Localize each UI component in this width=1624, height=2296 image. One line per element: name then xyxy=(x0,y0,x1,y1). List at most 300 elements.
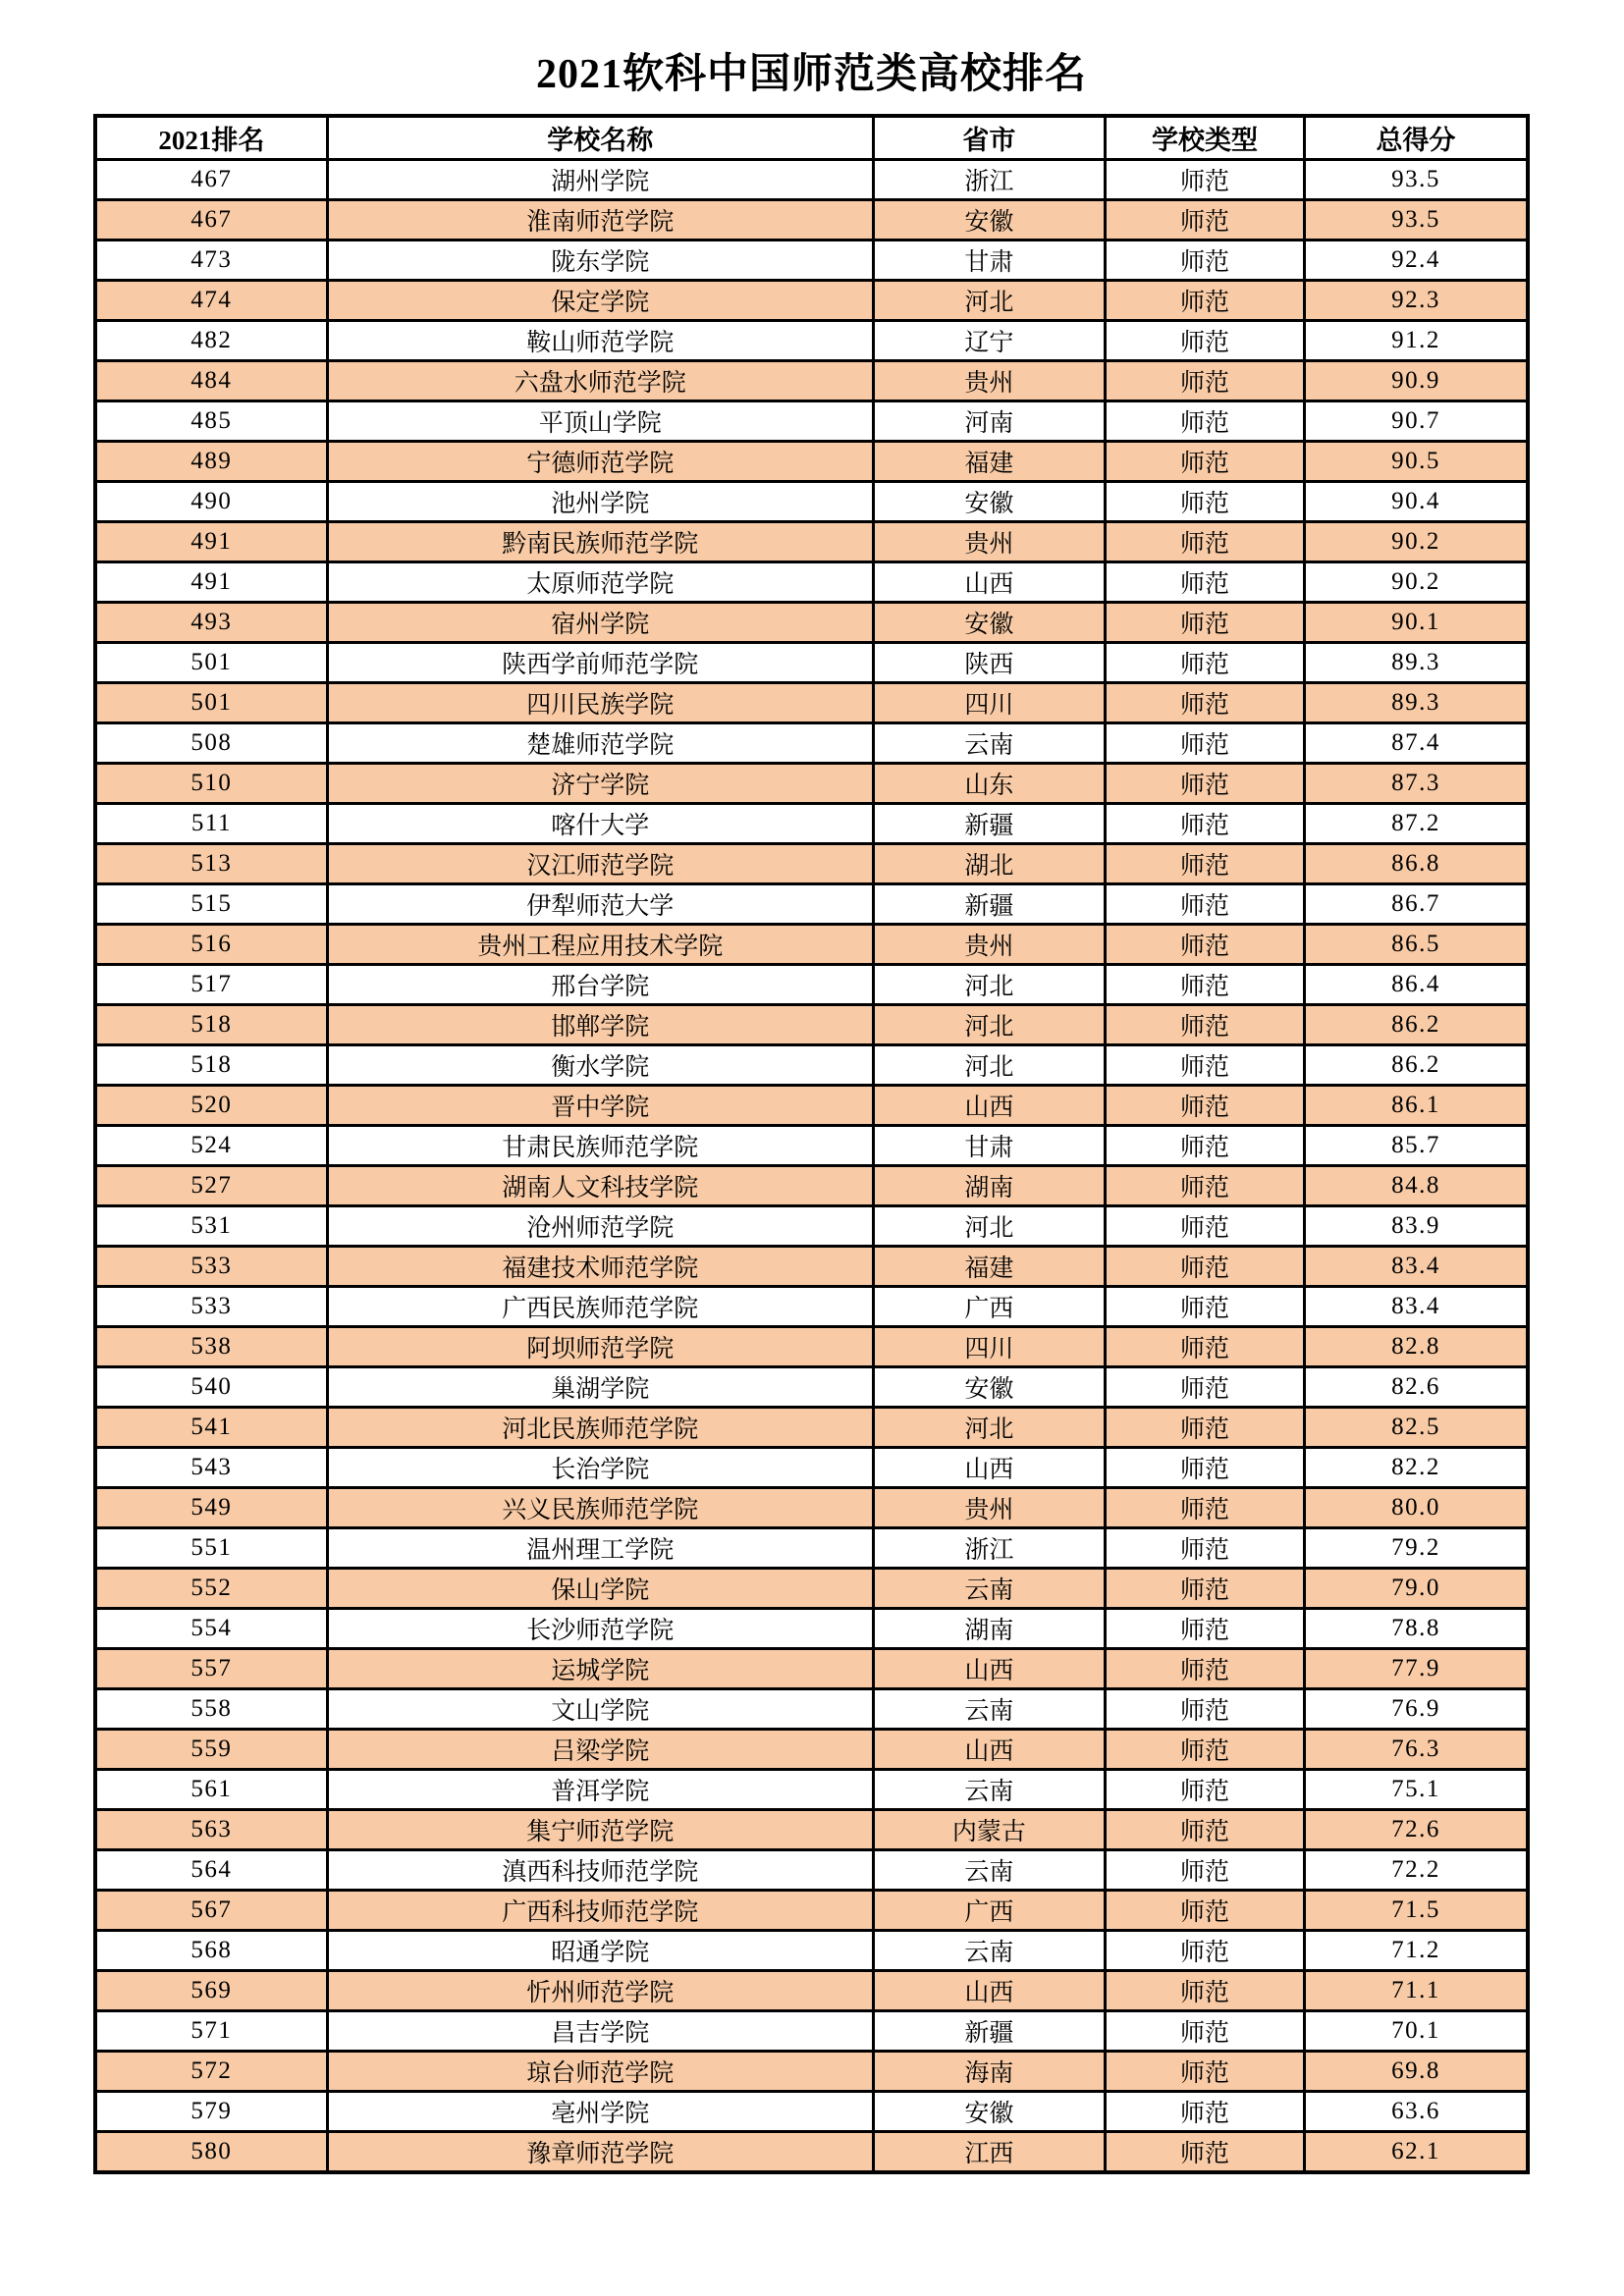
rank-cell: 551 xyxy=(95,1528,327,1569)
total-score-cell: 82.5 xyxy=(1304,1408,1528,1448)
school-type-cell: 师范 xyxy=(1106,1609,1305,1649)
total-score-cell: 89.3 xyxy=(1304,643,1528,683)
total-score-cell: 86.2 xyxy=(1304,1045,1528,1086)
school-type-cell: 师范 xyxy=(1106,482,1305,522)
school-type-cell: 师范 xyxy=(1106,1327,1305,1367)
province-cell: 福建 xyxy=(873,442,1105,482)
total-score-cell: 76.3 xyxy=(1304,1730,1528,1770)
total-score-cell: 87.2 xyxy=(1304,804,1528,844)
school-name-cell: 广西科技师范学院 xyxy=(327,1891,873,1931)
rank-cell: 484 xyxy=(95,361,327,401)
total-score-cell: 92.3 xyxy=(1304,281,1528,321)
rank-cell: 490 xyxy=(95,482,327,522)
school-type-cell: 师范 xyxy=(1106,2132,1305,2173)
school-type-cell: 师范 xyxy=(1106,884,1305,925)
rank-cell: 557 xyxy=(95,1649,327,1689)
rank-cell: 491 xyxy=(95,562,327,603)
province-cell: 江西 xyxy=(873,2132,1105,2173)
total-score-cell: 89.3 xyxy=(1304,683,1528,723)
table-row xyxy=(95,1649,1528,1689)
total-score-cell: 83.4 xyxy=(1304,1287,1528,1327)
rank-cell: 554 xyxy=(95,1609,327,1649)
school-type-cell: 师范 xyxy=(1106,1689,1305,1730)
school-type-cell: 师范 xyxy=(1106,1367,1305,1408)
school-name-cell: 长治学院 xyxy=(327,1448,873,1488)
school-type-cell: 师范 xyxy=(1106,1086,1305,1126)
rank-cell: 510 xyxy=(95,764,327,804)
table-body xyxy=(95,160,1528,2173)
total-score-cell: 93.5 xyxy=(1304,160,1528,200)
table-row xyxy=(95,1367,1528,1408)
rank-cell: 571 xyxy=(95,2011,327,2052)
total-score-cell: 86.7 xyxy=(1304,884,1528,925)
school-name-cell: 保定学院 xyxy=(327,281,873,321)
total-score-cell: 90.4 xyxy=(1304,482,1528,522)
table-row xyxy=(95,200,1528,240)
table-row xyxy=(95,1005,1528,1045)
school-type-cell: 师范 xyxy=(1106,1126,1305,1166)
total-score-cell: 82.6 xyxy=(1304,1367,1528,1408)
province-cell: 山西 xyxy=(873,1971,1105,2011)
rank-cell: 482 xyxy=(95,321,327,361)
school-type-cell: 师范 xyxy=(1106,2011,1305,2052)
table-row xyxy=(95,643,1528,683)
page-title: 2021软科中国师范类高校排名 xyxy=(535,52,1087,97)
province-cell: 贵州 xyxy=(873,925,1105,965)
province-cell: 河北 xyxy=(873,281,1105,321)
total-score-cell: 80.0 xyxy=(1304,1488,1528,1528)
school-name-cell: 亳州学院 xyxy=(327,2092,873,2132)
school-name-cell: 广西民族师范学院 xyxy=(327,1287,873,1327)
school-name-cell: 阿坝师范学院 xyxy=(327,1327,873,1367)
province-cell: 陕西 xyxy=(873,643,1105,683)
table-row xyxy=(95,1045,1528,1086)
total-score-cell: 71.2 xyxy=(1304,1931,1528,1971)
total-score-cell: 79.2 xyxy=(1304,1528,1528,1569)
province-cell: 云南 xyxy=(873,1931,1105,1971)
table-row xyxy=(95,482,1528,522)
total-score-cell: 91.2 xyxy=(1304,321,1528,361)
table-row xyxy=(95,965,1528,1005)
province-cell: 甘肃 xyxy=(873,240,1105,281)
table-row xyxy=(95,804,1528,844)
school-type-cell: 师范 xyxy=(1106,1971,1305,2011)
province-cell: 四川 xyxy=(873,1327,1105,1367)
school-name-cell: 楚雄师范学院 xyxy=(327,723,873,764)
school-name-cell: 邢台学院 xyxy=(327,965,873,1005)
school-type-cell: 师范 xyxy=(1106,240,1305,281)
province-cell: 山西 xyxy=(873,562,1105,603)
table-row xyxy=(95,844,1528,884)
total-score-cell: 86.5 xyxy=(1304,925,1528,965)
school-name-cell: 衡水学院 xyxy=(327,1045,873,1086)
province-cell: 新疆 xyxy=(873,884,1105,925)
total-score-cell: 69.8 xyxy=(1304,2052,1528,2092)
rank-cell: 520 xyxy=(95,1086,327,1126)
rank-cell: 552 xyxy=(95,1569,327,1609)
rank-cell: 485 xyxy=(95,401,327,442)
school-name-cell: 豫章师范学院 xyxy=(327,2132,873,2173)
school-type-cell: 师范 xyxy=(1106,200,1305,240)
school-name-cell: 运城学院 xyxy=(327,1649,873,1689)
rank-cell: 524 xyxy=(95,1126,327,1166)
header-row xyxy=(95,116,1528,160)
table-row xyxy=(95,1850,1528,1891)
school-name-cell: 陇东学院 xyxy=(327,240,873,281)
school-name-cell: 池州学院 xyxy=(327,482,873,522)
rank-cell: 527 xyxy=(95,1166,327,1206)
province-cell: 新疆 xyxy=(873,804,1105,844)
rank-cell: 541 xyxy=(95,1408,327,1448)
rank-cell: 515 xyxy=(95,884,327,925)
rank-cell: 561 xyxy=(95,1770,327,1810)
table-row xyxy=(95,1247,1528,1287)
school-type-cell: 师范 xyxy=(1106,1448,1305,1488)
province-cell: 四川 xyxy=(873,683,1105,723)
school-name-cell: 文山学院 xyxy=(327,1689,873,1730)
total-score-cell: 62.1 xyxy=(1304,2132,1528,2173)
total-score-cell: 63.6 xyxy=(1304,2092,1528,2132)
total-score-cell: 75.1 xyxy=(1304,1770,1528,1810)
column-header-school-name: 学校名称 xyxy=(327,116,873,160)
school-type-cell: 师范 xyxy=(1106,1569,1305,1609)
table-row xyxy=(95,281,1528,321)
school-name-cell: 济宁学院 xyxy=(327,764,873,804)
total-score-cell: 86.4 xyxy=(1304,965,1528,1005)
total-score-cell: 83.9 xyxy=(1304,1206,1528,1247)
total-score-cell: 82.8 xyxy=(1304,1327,1528,1367)
province-cell: 湖南 xyxy=(873,1609,1105,1649)
school-type-cell: 师范 xyxy=(1106,1730,1305,1770)
rank-cell: 559 xyxy=(95,1730,327,1770)
total-score-cell: 71.1 xyxy=(1304,1971,1528,2011)
total-score-cell: 90.2 xyxy=(1304,522,1528,562)
school-name-cell: 湖州学院 xyxy=(327,160,873,200)
total-score-cell: 90.5 xyxy=(1304,442,1528,482)
school-type-cell: 师范 xyxy=(1106,160,1305,200)
total-score-cell: 93.5 xyxy=(1304,200,1528,240)
school-name-cell: 滇西科技师范学院 xyxy=(327,1850,873,1891)
province-cell: 海南 xyxy=(873,2052,1105,2092)
rank-cell: 501 xyxy=(95,643,327,683)
school-type-cell: 师范 xyxy=(1106,281,1305,321)
school-name-cell: 平顶山学院 xyxy=(327,401,873,442)
rank-cell: 567 xyxy=(95,1891,327,1931)
total-score-cell: 86.2 xyxy=(1304,1005,1528,1045)
school-type-cell: 师范 xyxy=(1106,643,1305,683)
table-row xyxy=(95,1448,1528,1488)
table-row xyxy=(95,1166,1528,1206)
rank-cell: 568 xyxy=(95,1931,327,1971)
school-type-cell: 师范 xyxy=(1106,2052,1305,2092)
school-name-cell: 伊犁师范大学 xyxy=(327,884,873,925)
province-cell: 河北 xyxy=(873,965,1105,1005)
school-type-cell: 师范 xyxy=(1106,1770,1305,1810)
school-name-cell: 吕梁学院 xyxy=(327,1730,873,1770)
school-type-cell: 师范 xyxy=(1106,1206,1305,1247)
rank-cell: 569 xyxy=(95,1971,327,2011)
province-cell: 内蒙古 xyxy=(873,1810,1105,1850)
column-header-province: 省市 xyxy=(873,116,1105,160)
school-type-cell: 师范 xyxy=(1106,844,1305,884)
school-name-cell: 琼台师范学院 xyxy=(327,2052,873,2092)
school-type-cell: 师范 xyxy=(1106,522,1305,562)
province-cell: 安徽 xyxy=(873,200,1105,240)
table-row xyxy=(95,764,1528,804)
table-row xyxy=(95,925,1528,965)
school-type-cell: 师范 xyxy=(1106,2092,1305,2132)
province-cell: 广西 xyxy=(873,1891,1105,1931)
total-score-cell: 83.4 xyxy=(1304,1247,1528,1287)
province-cell: 云南 xyxy=(873,1850,1105,1891)
total-score-cell: 86.1 xyxy=(1304,1086,1528,1126)
rank-cell: 531 xyxy=(95,1206,327,1247)
total-score-cell: 85.7 xyxy=(1304,1126,1528,1166)
school-type-cell: 师范 xyxy=(1106,965,1305,1005)
school-name-cell: 汉江师范学院 xyxy=(327,844,873,884)
school-name-cell: 保山学院 xyxy=(327,1569,873,1609)
province-cell: 湖南 xyxy=(873,1166,1105,1206)
rank-cell: 467 xyxy=(95,160,327,200)
table-row xyxy=(95,1891,1528,1931)
province-cell: 安徽 xyxy=(873,2092,1105,2132)
school-type-cell: 师范 xyxy=(1106,1850,1305,1891)
table-row xyxy=(95,723,1528,764)
total-score-cell: 92.4 xyxy=(1304,240,1528,281)
rank-cell: 511 xyxy=(95,804,327,844)
total-score-cell: 70.1 xyxy=(1304,2011,1528,2052)
school-name-cell: 邯郸学院 xyxy=(327,1005,873,1045)
school-type-cell: 师范 xyxy=(1106,925,1305,965)
province-cell: 辽宁 xyxy=(873,321,1105,361)
school-name-cell: 昭通学院 xyxy=(327,1931,873,1971)
school-name-cell: 贵州工程应用技术学院 xyxy=(327,925,873,965)
rank-cell: 489 xyxy=(95,442,327,482)
table-row xyxy=(95,683,1528,723)
school-type-cell: 师范 xyxy=(1106,1810,1305,1850)
school-name-cell: 集宁师范学院 xyxy=(327,1810,873,1850)
school-name-cell: 巢湖学院 xyxy=(327,1367,873,1408)
school-type-cell: 师范 xyxy=(1106,1166,1305,1206)
province-cell: 甘肃 xyxy=(873,1126,1105,1166)
province-cell: 河北 xyxy=(873,1045,1105,1086)
table-row xyxy=(95,361,1528,401)
table-row xyxy=(95,442,1528,482)
total-score-cell: 87.4 xyxy=(1304,723,1528,764)
column-header-rank: 2021排名 xyxy=(95,116,327,160)
rank-cell: 474 xyxy=(95,281,327,321)
province-cell: 河南 xyxy=(873,401,1105,442)
total-score-cell: 79.0 xyxy=(1304,1569,1528,1609)
school-type-cell: 师范 xyxy=(1106,603,1305,643)
total-score-cell: 87.3 xyxy=(1304,764,1528,804)
rank-cell: 533 xyxy=(95,1247,327,1287)
column-header-school-type: 学校类型 xyxy=(1106,116,1305,160)
province-cell: 贵州 xyxy=(873,361,1105,401)
school-type-cell: 师范 xyxy=(1106,1649,1305,1689)
table-row xyxy=(95,1488,1528,1528)
table-row xyxy=(95,240,1528,281)
table-row xyxy=(95,2052,1528,2092)
school-type-cell: 师范 xyxy=(1106,1408,1305,1448)
province-cell: 山西 xyxy=(873,1730,1105,1770)
province-cell: 云南 xyxy=(873,1569,1105,1609)
province-cell: 贵州 xyxy=(873,1488,1105,1528)
province-cell: 湖北 xyxy=(873,844,1105,884)
province-cell: 安徽 xyxy=(873,603,1105,643)
school-type-cell: 师范 xyxy=(1106,361,1305,401)
province-cell: 浙江 xyxy=(873,1528,1105,1569)
school-name-cell: 鞍山师范学院 xyxy=(327,321,873,361)
table-row xyxy=(95,1408,1528,1448)
school-name-cell: 四川民族学院 xyxy=(327,683,873,723)
school-type-cell: 师范 xyxy=(1106,1247,1305,1287)
province-cell: 河北 xyxy=(873,1408,1105,1448)
school-type-cell: 师范 xyxy=(1106,401,1305,442)
total-score-cell: 84.8 xyxy=(1304,1166,1528,1206)
province-cell: 贵州 xyxy=(873,522,1105,562)
rank-cell: 580 xyxy=(95,2132,327,2173)
rank-cell: 516 xyxy=(95,925,327,965)
school-name-cell: 黔南民族师范学院 xyxy=(327,522,873,562)
rank-cell: 473 xyxy=(95,240,327,281)
school-name-cell: 晋中学院 xyxy=(327,1086,873,1126)
school-type-cell: 师范 xyxy=(1106,1005,1305,1045)
total-score-cell: 76.9 xyxy=(1304,1689,1528,1730)
table-row xyxy=(95,1730,1528,1770)
rank-cell: 518 xyxy=(95,1005,327,1045)
table-row xyxy=(95,1327,1528,1367)
rank-cell: 493 xyxy=(95,603,327,643)
rank-cell: 508 xyxy=(95,723,327,764)
school-type-cell: 师范 xyxy=(1106,442,1305,482)
rank-cell: 517 xyxy=(95,965,327,1005)
rank-cell: 518 xyxy=(95,1045,327,1086)
province-cell: 安徽 xyxy=(873,1367,1105,1408)
table-row xyxy=(95,2132,1528,2173)
rank-cell: 558 xyxy=(95,1689,327,1730)
school-type-cell: 师范 xyxy=(1106,321,1305,361)
table-row xyxy=(95,1609,1528,1649)
table-row xyxy=(95,1287,1528,1327)
school-name-cell: 甘肃民族师范学院 xyxy=(327,1126,873,1166)
school-type-cell: 师范 xyxy=(1106,723,1305,764)
school-name-cell: 温州理工学院 xyxy=(327,1528,873,1569)
table-row xyxy=(95,1569,1528,1609)
rank-cell: 564 xyxy=(95,1850,327,1891)
school-type-cell: 师范 xyxy=(1106,1287,1305,1327)
table-row xyxy=(95,522,1528,562)
province-cell: 福建 xyxy=(873,1247,1105,1287)
school-name-cell: 忻州师范学院 xyxy=(327,1971,873,2011)
rank-cell: 491 xyxy=(95,522,327,562)
rank-cell: 549 xyxy=(95,1488,327,1528)
school-name-cell: 福建技术师范学院 xyxy=(327,1247,873,1287)
province-cell: 云南 xyxy=(873,723,1105,764)
total-score-cell: 90.7 xyxy=(1304,401,1528,442)
province-cell: 云南 xyxy=(873,1770,1105,1810)
table-row xyxy=(95,1689,1528,1730)
school-type-cell: 师范 xyxy=(1106,1931,1305,1971)
rank-cell: 563 xyxy=(95,1810,327,1850)
table-row xyxy=(95,160,1528,200)
school-name-cell: 太原师范学院 xyxy=(327,562,873,603)
school-type-cell: 师范 xyxy=(1106,562,1305,603)
table-row xyxy=(95,1086,1528,1126)
school-name-cell: 宿州学院 xyxy=(327,603,873,643)
table-row xyxy=(95,2011,1528,2052)
rank-cell: 538 xyxy=(95,1327,327,1367)
table-row xyxy=(95,401,1528,442)
province-cell: 山西 xyxy=(873,1448,1105,1488)
total-score-cell: 86.8 xyxy=(1304,844,1528,884)
school-name-cell: 陕西学前师范学院 xyxy=(327,643,873,683)
total-score-cell: 90.1 xyxy=(1304,603,1528,643)
table-row xyxy=(95,1770,1528,1810)
total-score-cell: 72.2 xyxy=(1304,1850,1528,1891)
school-type-cell: 师范 xyxy=(1106,1488,1305,1528)
rank-cell: 533 xyxy=(95,1287,327,1327)
province-cell: 云南 xyxy=(873,1689,1105,1730)
rank-cell: 579 xyxy=(95,2092,327,2132)
rank-cell: 467 xyxy=(95,200,327,240)
school-name-cell: 六盘水师范学院 xyxy=(327,361,873,401)
province-cell: 广西 xyxy=(873,1287,1105,1327)
province-cell: 山东 xyxy=(873,764,1105,804)
table-row xyxy=(95,1931,1528,1971)
school-name-cell: 喀什大学 xyxy=(327,804,873,844)
total-score-cell: 90.2 xyxy=(1304,562,1528,603)
total-score-cell: 78.8 xyxy=(1304,1609,1528,1649)
school-name-cell: 昌吉学院 xyxy=(327,2011,873,2052)
rank-cell: 540 xyxy=(95,1367,327,1408)
rank-cell: 501 xyxy=(95,683,327,723)
school-type-cell: 师范 xyxy=(1106,1528,1305,1569)
province-cell: 山西 xyxy=(873,1649,1105,1689)
total-score-cell: 82.2 xyxy=(1304,1448,1528,1488)
school-type-cell: 师范 xyxy=(1106,804,1305,844)
total-score-cell: 77.9 xyxy=(1304,1649,1528,1689)
total-score-cell: 71.5 xyxy=(1304,1891,1528,1931)
rank-cell: 572 xyxy=(95,2052,327,2092)
school-name-cell: 河北民族师范学院 xyxy=(327,1408,873,1448)
province-cell: 浙江 xyxy=(873,160,1105,200)
table-row xyxy=(95,1206,1528,1247)
school-name-cell: 沧州师范学院 xyxy=(327,1206,873,1247)
table-row xyxy=(95,884,1528,925)
school-name-cell: 宁德师范学院 xyxy=(327,442,873,482)
province-cell: 河北 xyxy=(873,1005,1105,1045)
province-cell: 山西 xyxy=(873,1086,1105,1126)
school-type-cell: 师范 xyxy=(1106,1891,1305,1931)
total-score-cell: 90.9 xyxy=(1304,361,1528,401)
table-row xyxy=(95,321,1528,361)
school-type-cell: 师范 xyxy=(1106,1045,1305,1086)
table-row xyxy=(95,1810,1528,1850)
province-cell: 安徽 xyxy=(873,482,1105,522)
table-row xyxy=(95,1971,1528,2011)
school-type-cell: 师范 xyxy=(1106,683,1305,723)
table-row xyxy=(95,562,1528,603)
school-name-cell: 淮南师范学院 xyxy=(327,200,873,240)
school-name-cell: 湖南人文科技学院 xyxy=(327,1166,873,1206)
rank-cell: 543 xyxy=(95,1448,327,1488)
rank-cell: 513 xyxy=(95,844,327,884)
school-name-cell: 兴义民族师范学院 xyxy=(327,1488,873,1528)
table-row xyxy=(95,1126,1528,1166)
table-row xyxy=(95,603,1528,643)
school-name-cell: 长沙师范学院 xyxy=(327,1609,873,1649)
